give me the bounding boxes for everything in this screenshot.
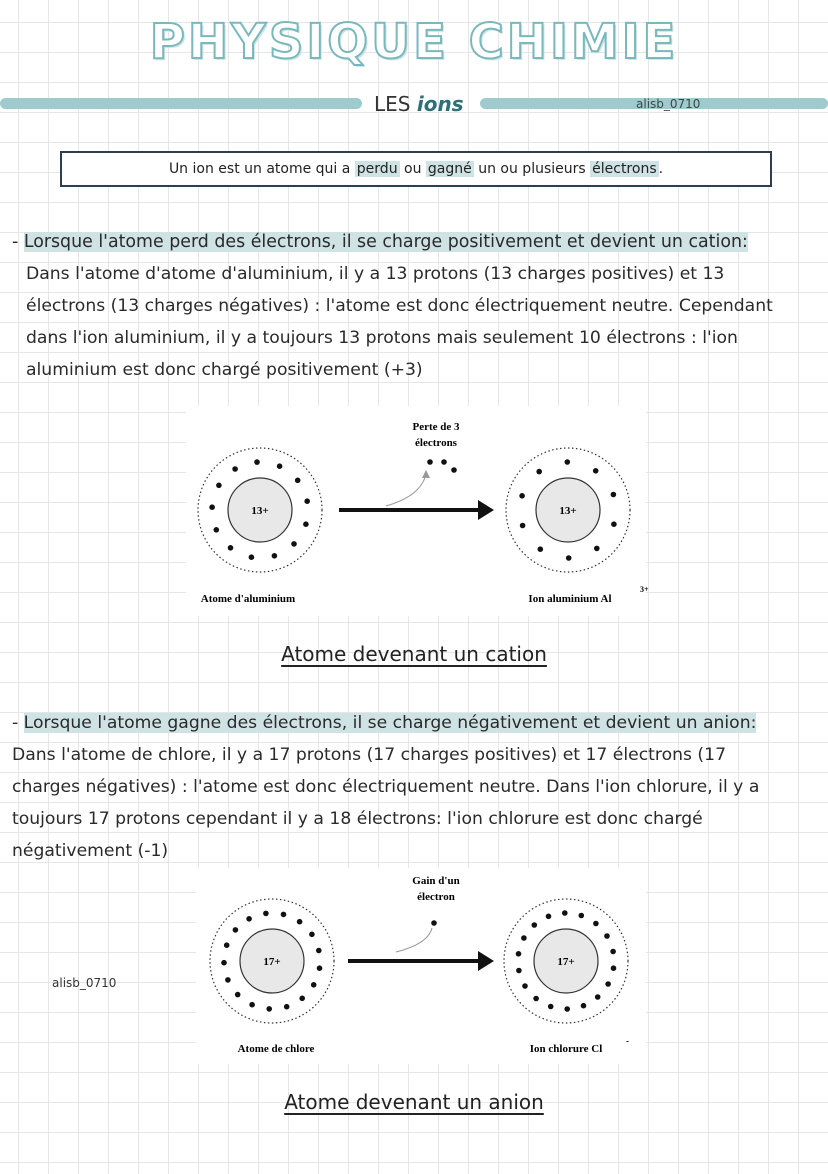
electron-dot (225, 977, 231, 983)
cation-line: dans l'ion aluminium, il y a toujours 13 protons mais seulement 10 électrons : l'ion (26, 328, 738, 348)
cation-note-line1: Perte de 3 (412, 421, 460, 433)
electron-dot (564, 1006, 570, 1012)
electron-dot (281, 912, 287, 918)
cation-note-pointer (386, 474, 426, 506)
cation-line: Dans l'atome d'atome d'aluminium, il y a 13 protons (13 charges positives) et 13 (26, 264, 725, 284)
electron-dot (581, 1003, 587, 1009)
electron-dot (519, 493, 525, 499)
anion-label-left: Atome de chlore (237, 1043, 315, 1055)
anion-lead: - Lorsque l'atome gagne des électrons, il se charge négativement et devient un anion: (12, 713, 757, 733)
electron-dot (595, 994, 601, 1000)
electron-dot (263, 911, 269, 917)
aluminium-atom (198, 448, 322, 572)
cation-label-right: Ion aluminium Al (528, 593, 612, 605)
electron-dot (297, 919, 303, 925)
electron-dot (562, 910, 568, 916)
anion-label-right-sup: - (626, 1036, 629, 1046)
nucleus-label: 13+ (559, 505, 577, 517)
electron-dot (533, 996, 539, 1002)
electron-dot (272, 553, 278, 559)
anion-line: Dans l'atome de chlore, il y a 17 protons (17 charges positives) et 17 électrons (17 (12, 745, 727, 765)
definition-box (60, 151, 772, 187)
electron-dot (516, 968, 522, 974)
electron-dot (610, 949, 616, 955)
anion-label-right: Ion chlorure Cl (529, 1043, 603, 1055)
definition-part: ou (399, 161, 426, 177)
cation-label-left: Atome d'aluminium (200, 593, 296, 605)
lost-electron (427, 459, 433, 465)
electron-dot (546, 914, 552, 920)
electron-dot (532, 922, 538, 928)
page-title: PHYSIQUE CHIMIE (149, 14, 679, 70)
electron-dot (224, 942, 230, 948)
cation-diagram (186, 406, 649, 616)
subtitle-prefix: LES (374, 92, 411, 116)
anion-line: charges négatives) : l'atome est donc électriquement neutre. Dans l'ion chlorure, il y a (12, 777, 760, 797)
electron-dot (304, 498, 310, 504)
anion-note-pointer (396, 928, 432, 952)
nucleus-label: 13+ (251, 505, 269, 517)
definition-part: Un ion est un atome qui a (168, 161, 355, 177)
electron-dot (566, 555, 572, 561)
electron-dot (209, 504, 215, 510)
electron-dot (611, 965, 617, 971)
cation-note-line2: électrons (415, 437, 457, 449)
definition-keyword-electrons: électrons (592, 161, 657, 177)
electron-dot (232, 466, 238, 472)
electron-dot (522, 983, 528, 989)
cation-line: électrons (13 charges négatives) : l'atome est donc électriquement neutre. Cependant (26, 296, 773, 316)
cation-diagram-svg (186, 406, 649, 616)
electron-dot (611, 521, 617, 527)
electron-dot (303, 521, 309, 527)
electron-dot (604, 933, 610, 939)
electron-dot (611, 492, 617, 498)
lost-electron (441, 459, 447, 465)
electron-dot (316, 948, 322, 954)
anion-line: négativement (-1) (12, 841, 169, 861)
author-handle-side: alisb_0710 (52, 976, 117, 990)
electron-dot (593, 468, 599, 474)
anion-line: toujours 17 protons cependant il y a 18 électrons: l'ion chlorure est donc chargé (12, 809, 703, 829)
chlorine-atom (210, 899, 334, 1023)
electron-dot (233, 927, 239, 933)
electron-dot (216, 483, 222, 489)
electron-dot (593, 921, 599, 927)
electron-dot (249, 554, 255, 560)
electron-dot (309, 932, 315, 938)
electron-dot (605, 981, 611, 987)
electron-dot (228, 545, 234, 551)
electron-dot (221, 960, 227, 966)
cation-arrow-head (478, 500, 494, 520)
definition-keyword-lost: perdu (356, 161, 398, 177)
cation-lead: - Lorsque l'atome perd des électrons, il se charge positivement et devient un cation: (12, 232, 748, 252)
electron-dot (594, 546, 600, 552)
anion-note-line2: électron (417, 891, 455, 903)
definition-part: . (658, 161, 664, 177)
gained-electron (431, 920, 437, 926)
electron-dot (548, 1004, 554, 1010)
anion-diagram (196, 868, 646, 1064)
lost-electron (451, 467, 457, 473)
electron-dot (536, 469, 542, 475)
electron-dot (299, 996, 305, 1002)
aluminium-ion (506, 448, 630, 572)
nucleus-label: 17+ (557, 956, 575, 968)
electron-dot (246, 916, 252, 922)
electron-dot (249, 1002, 255, 1008)
electron-dot (521, 935, 527, 941)
subtitle-emphasis: ions (416, 92, 464, 116)
page-subtitle (374, 92, 464, 116)
definition-text (169, 161, 663, 177)
chloride-ion (504, 899, 628, 1023)
cation-label-right-sup: 3+ (640, 585, 649, 594)
definition-part: un ou plusieurs (473, 161, 591, 177)
electron-dot (317, 965, 323, 971)
electron-dot (579, 913, 585, 919)
header-band-left (0, 98, 362, 109)
electron-dot (565, 459, 571, 465)
electron-dot (284, 1004, 290, 1010)
electron-dot (516, 951, 522, 957)
anion-diagram-svg (196, 868, 646, 1064)
author-handle-top: alisb_0710 (636, 97, 701, 111)
anion-paragraph (12, 707, 822, 867)
anion-lead-text: Lorsque l'atome gagne des électrons, il se charge négativement et devient un anion: (23, 713, 757, 733)
cation-line: aluminium est donc chargé positivement (+3) (26, 360, 423, 380)
definition-keyword-gained: gagné (427, 161, 472, 177)
electron-dot (291, 541, 297, 547)
anion-arrow-head (478, 951, 494, 971)
electron-dot (254, 459, 260, 465)
cation-lead-text: Lorsque l'atome perd des électrons, il se charge positivement et devient un cation: (23, 232, 748, 252)
anion-caption: Atome devenant un anion (284, 1090, 544, 1114)
cation-note-pointer-head (422, 470, 430, 478)
anion-note-line1: Gain d'un (412, 875, 460, 887)
electron-dot (295, 478, 301, 484)
electron-dot (277, 463, 283, 469)
electron-dot (311, 982, 317, 988)
nucleus-label: 17+ (263, 956, 281, 968)
electron-dot (214, 527, 220, 533)
cation-paragraph (12, 226, 822, 386)
electron-dot (266, 1006, 272, 1012)
electron-dot (520, 523, 526, 529)
cation-caption: Atome devenant un cation (281, 642, 547, 666)
electron-dot (235, 992, 241, 998)
electron-dot (538, 546, 544, 552)
